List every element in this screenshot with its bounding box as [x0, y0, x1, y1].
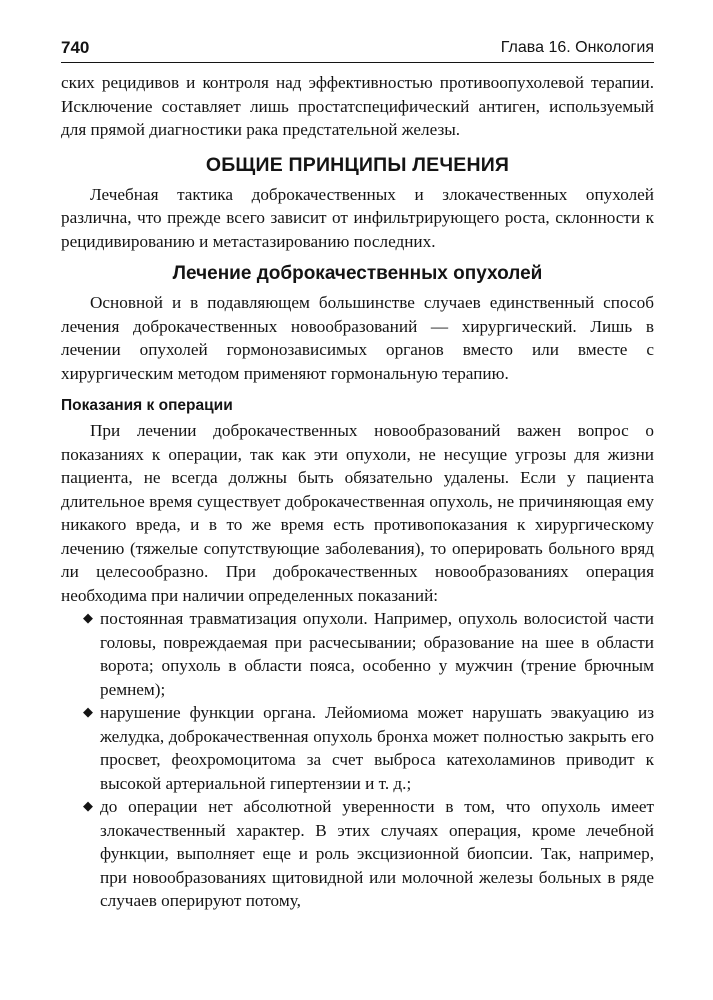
list-item-text: нарушение функции органа. Лейомиома может нарушать эвакуацию из желудка, доброкачественная опухоль бронха может полностью закрыть его просвет, феохромоцитома за счет выброса катехоламинов приводит к высокой артериальной гипертензии и т. д.;: [100, 703, 654, 793]
general-paragraph: Лечебная тактика доброкачественных и злокачественных опухолей различна, что прежде всего зависит от инфильтрирующего роста, склонности к рецидивированию и метастазированию последних.: [61, 184, 654, 251]
list-item: [61, 607, 654, 701]
indications-list: [61, 607, 654, 913]
indications-paragraph: При лечении доброкачественных новообразований важен вопрос о показаниях к операции, так как эти опухоли, не несущие угрозы для жизни пациента, не всегда должны быть обязательно удалены. Если у пациента длительное время существует доброкачественная опухоль, не причиняющая ему никакого вреда, и в то же время есть противопоказания к хирургическому лечению (тяжелые сопутствующие заболевания), то оперировать больного вряд ли целесообразно. При доброкачественных новообразованиях операция необходима при наличии определенных показаний:: [61, 421, 654, 605]
page-number: 740: [61, 38, 90, 57]
diamond-bullet-icon: ◆: [83, 611, 93, 626]
running-header: [61, 36, 654, 62]
chapter-title: Глава 16. Онкология: [500, 39, 654, 56]
benign-paragraph: Основной и в подавляющем большинстве случаев единственный способ лечения доброкачественных новообразований — хирургический. Лишь в лечении опухолей гормонозависимых органов вместо или вместе с хирургическим методом применяют гормональную терапию.: [61, 293, 654, 383]
heading-indications: Показания к операции: [61, 397, 233, 414]
header-rule: [61, 62, 654, 63]
list-item-text: до операции нет абсолютной уверенности в том, что опухоль имеет злокачественный характер. В этих случаях операция, кроме лечебной функции, выполняет еще и роль эксцизионной биопсии. Так, например, при новообразованиях щитовидной или молочной железы больных в ряде случаев оперируют потому,: [100, 797, 654, 910]
list-item: [61, 795, 654, 913]
body-text: [61, 71, 654, 913]
list-item: [61, 701, 654, 795]
continuation-paragraph: ских рецидивов и контроля над эффективностью противоопухолевой терапии. Исключение составляет лишь простатспецифический антиген, используемый для прямой диагностики рака предстательной железы.: [61, 73, 654, 139]
book-page: [61, 36, 654, 913]
diamond-bullet-icon: ◆: [83, 799, 93, 814]
heading-benign-treatment: Лечение доброкачественных опухолей: [172, 263, 543, 284]
list-item-text: постоянная травматизация опухоли. Например, опухоль волосистой части головы, повреждаемая при расчесывании; образование на шее в области ворота; опухоль в области пояса, особенно у мужчин (трение брючным ремнем);: [100, 609, 654, 699]
diamond-bullet-icon: ◆: [83, 705, 93, 720]
heading-general-principles: ОБЩИЕ ПРИНЦИПЫ ЛЕЧЕНИЯ: [205, 153, 510, 176]
